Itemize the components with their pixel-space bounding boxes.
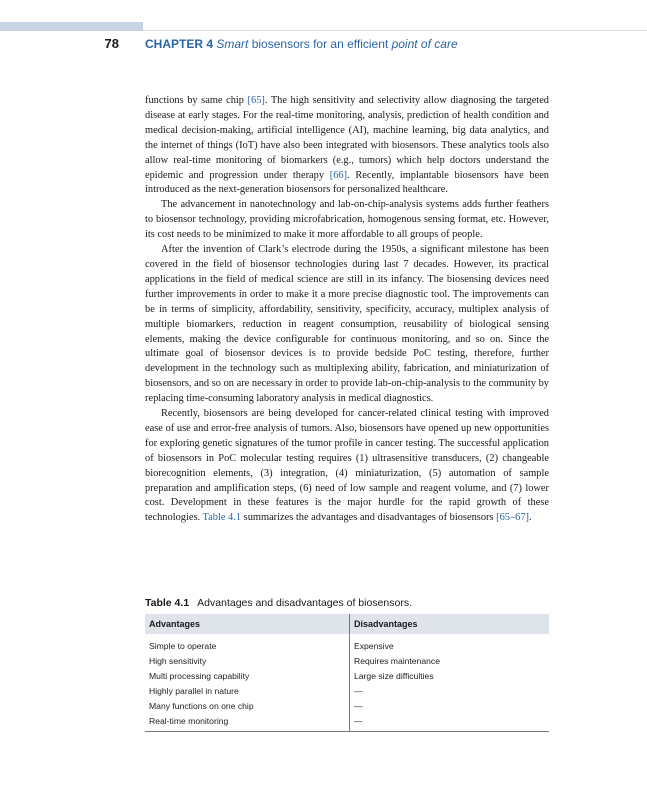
header-band (0, 22, 143, 31)
table-row (145, 653, 549, 668)
table-4-1 (145, 597, 549, 732)
table-number: Table 4.1 (145, 597, 190, 609)
running-header (0, 36, 647, 54)
p4-text-b: summarizes the advantages and disadvantages of biosensors (241, 512, 497, 524)
p4-text-c: . (529, 512, 532, 524)
advantage-cell: Highly parallel in nature (145, 683, 350, 698)
paragraph-3: After the invention of Clark’s electrode during the 1950s, a significant milestone has been covered in the field of biosensor technologies during last 7 decades. However, its practical applications in the field of medical science are still in its infancy. The biosensing devices need further improvements in order to make it a more precise diagnostic tool. The improvements can be in terms of simplicity, affordability, sensitivity, specificity, accuracy, multiplex analysis of multiple biomarkers, reduction in reagent consumption, reusability of biological sensing elements, making the device configurable for continuous monitoring, and so on. Since the ultimate goal of biosensor devices is to provide bedside PoC testing, therefore, further development in the technology such as multiplexing ability, fabrication, and miniaturization of biosensors, and so on are necessary in order to provide lab-on-chip-analysis to the community by replacing time-consuming laboratory analysis in medical diagnostics. (145, 244, 549, 405)
table-header-row (145, 614, 549, 634)
advantage-cell: Many functions on one chip (145, 698, 350, 713)
table-caption-text: Advantages and disadvantages of biosensors. (197, 597, 412, 609)
p1-text-a: functions by same chip (145, 95, 248, 106)
disadvantage-cell: Requires maintenance (354, 655, 440, 666)
table-row (145, 713, 549, 732)
header-disadvantages: Disadvantages (350, 614, 550, 634)
table-row (145, 698, 549, 713)
citation-65[interactable]: [65] (247, 95, 265, 106)
paragraph-4 (145, 407, 549, 526)
advantage-cell: Simple to operate (145, 634, 350, 653)
disadvantage-cell: — (354, 700, 363, 711)
citation-66[interactable]: [66] (329, 169, 348, 181)
disadvantage-cell: — (354, 685, 363, 696)
disadvantage-cell: Large size difficulties (354, 670, 434, 681)
body-text (145, 94, 549, 526)
citation-65-67[interactable]: [65–67] (496, 512, 530, 524)
p1-text-b: . The high sensitivity and selectivity allow diagnosing the targeted disease at early stages. For the real-time monitoring, analysis, prediction of health condition and medical decision-making, artificial intelligence (AI), machine learning, big data analytics, and the internet of things (IoT) have also been integrated with biosensors. These analytics tools also allow real-time monitoring of biomarkers (e.g., tumors) which help doctors understand the epidemic and progression under therapy (145, 95, 549, 181)
p4-text-a: Recently, biosensors are being developed for cancer-related clinical testing with improved ease of use and error-free analysis of tumors. Also, biosensors have opened up new opportunities for exploring genetic signatures of the tumor profile in cancer testing. The successful application of biosensors in PoC molecular testing requires (1) ultrasensitive transducers, (2) changeable biorecognition elements, (3) integration, (4) miniaturization, (5) automation of sample preparation and amplification steps, (6) need of low sample and reagent volume, and (7) lower cost. Development in these features is the major hurdle for the rapid growth of these technologies. (145, 408, 549, 524)
title-smart: Smart (216, 37, 249, 51)
chapter-title (145, 37, 458, 51)
table-reference-link[interactable]: Table 4.1 (202, 512, 242, 524)
advantages-table (145, 614, 549, 732)
paragraph-1 (145, 94, 549, 198)
advantage-cell: Multi processing capability (145, 668, 350, 683)
header-rule (143, 30, 647, 31)
disadvantage-cell: Expensive (354, 640, 394, 651)
title-poc: point of care (391, 37, 458, 51)
table-row (145, 668, 549, 683)
table-row (145, 683, 549, 698)
disadvantage-cell: — (350, 713, 550, 732)
header-advantages: Advantages (145, 614, 350, 634)
table-row (145, 634, 549, 653)
title-middle: biosensors for an efficient (248, 37, 392, 51)
chapter-label: CHAPTER 4 (145, 37, 214, 51)
p1-text-c: . Recently, implantable biosensors have been introduced as the next-generation biosensors for personalized healthcare. (145, 169, 549, 196)
table-caption (145, 597, 549, 609)
advantage-cell: High sensitivity (145, 653, 350, 668)
page-number: 78 (104, 36, 119, 51)
paragraph-2: The advancement in nanotechnology and lab-on-chip-analysis systems adds further feathers to biosensor technology, providing microfabrication, homogenous sensing format, etc. However, its cost needs to be minimized to make it more affordable to all groups of people. (145, 199, 549, 241)
advantage-cell: Real-time monitoring (145, 713, 350, 732)
